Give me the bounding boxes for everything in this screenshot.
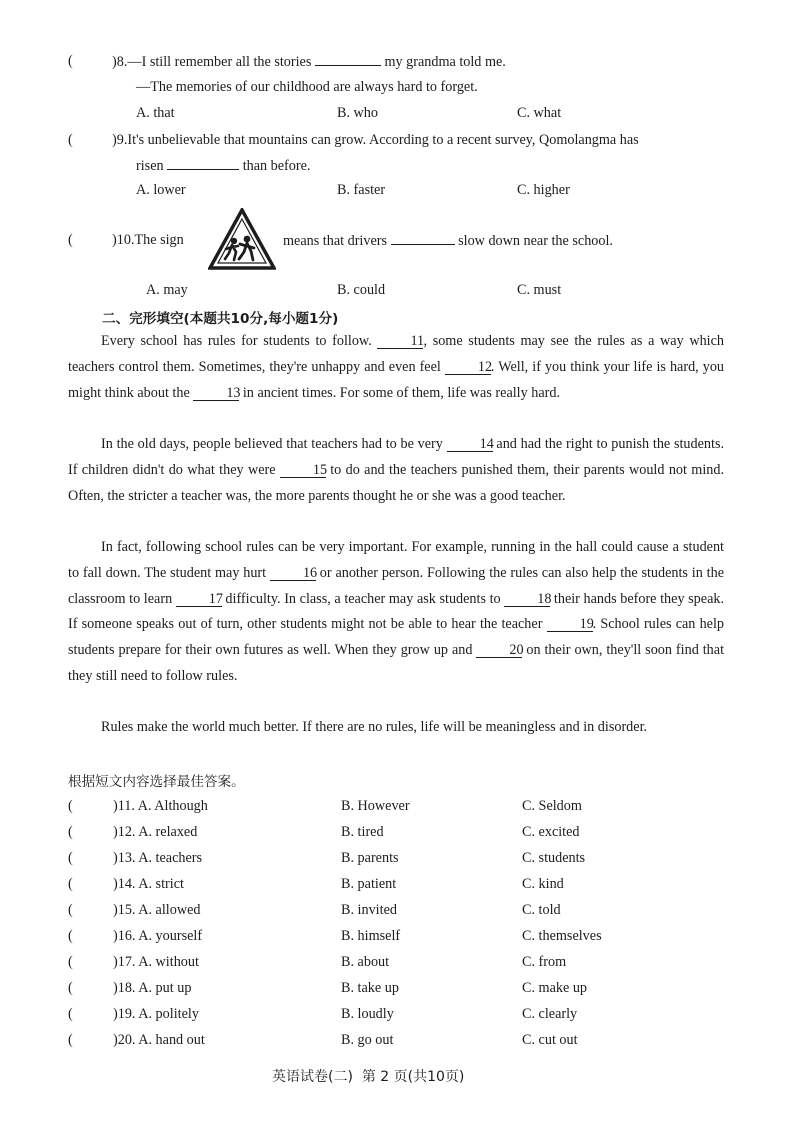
option-c: C. told — [522, 902, 561, 918]
blank-17: 17 — [176, 592, 222, 607]
answer-paren: ( — [68, 798, 73, 814]
passage-text: In the old days, people believed that teachers had to be very — [101, 436, 443, 452]
answer-paren: ( — [68, 876, 73, 892]
answer-paren: ( — [68, 1032, 73, 1048]
option-a: )15. A. allowed — [113, 902, 201, 918]
option-a: )17. A. without — [113, 954, 199, 970]
passage-text: . School rules can help students prepare for their own futures as well. When they grow up and — [68, 616, 725, 659]
answer-paren: ( — [68, 954, 73, 970]
question-9-stem — [112, 132, 639, 149]
question-number: )8. — [112, 54, 128, 70]
option-a: )19. A. politely — [113, 1006, 199, 1022]
answer-paren: ( — [68, 1006, 73, 1022]
answer-paren: ( — [68, 132, 73, 148]
option-c: C. Seldom — [522, 798, 582, 814]
question-text: slow down near the school. — [458, 233, 613, 249]
option-b: B. who — [337, 105, 378, 121]
passage-text: to do and the teachers punished them, their parents would not mind. Often, the stricter a teacher was, the more parents thought he or she was a good teacher. — [68, 461, 725, 504]
question-text: than before. — [242, 158, 311, 174]
blank-11: 11 — [377, 334, 423, 349]
question-text: my grandma told me. — [384, 54, 506, 70]
passage-text: or another person. Following the rules can also help the students in the classroom to learn — [68, 564, 724, 607]
children-crossing-warning-sign-icon — [208, 208, 276, 270]
instruction: 根据短文内容选择最佳答案。 — [68, 774, 245, 790]
option-c: C. from — [522, 954, 567, 970]
passage-paragraph-1 — [68, 329, 724, 406]
answer-paren: ( — [68, 850, 73, 866]
question-text: It's unbelievable that mountains can grow. According to a recent survey, Qomolangma has — [127, 132, 639, 148]
option-b: B. patient — [341, 876, 397, 892]
option-a: )18. A. put up — [113, 980, 192, 996]
passage-text: and had the right to punish the students. If children didn't do what they were — [68, 436, 725, 478]
option-a: )20. A. hand out — [113, 1032, 205, 1048]
option-a: A. lower — [136, 182, 186, 198]
blank-19: 19 — [547, 617, 593, 632]
option-b: B. himself — [341, 928, 401, 944]
question-text: risen — [136, 158, 164, 174]
option-b: B. invited — [341, 902, 397, 918]
option-a: )16. A. yourself — [113, 928, 203, 944]
option-c: C. students — [522, 850, 586, 866]
blank-13: 13 — [193, 386, 239, 401]
question-number: )9. — [112, 132, 128, 148]
passage-text: Every school has rules for students to follow. — [101, 333, 372, 349]
option-a: A. may — [146, 282, 188, 298]
passage-text: , some students may see the rules as a way which teachers control them. Sometimes, they're unhappy and even feel — [68, 333, 725, 375]
answer-paren: ( — [68, 824, 73, 840]
option-b: B. go out — [341, 1032, 394, 1048]
passage-text: In fact, following school rules can be very important. For example, running in the hall could cause a student to fall down. The student may hurt — [68, 539, 724, 581]
blank-15: 15 — [280, 463, 326, 478]
question-9-line2 — [136, 157, 310, 175]
passage-text: their hands before they speak. If someone speaks out of turn, other students might not be able to hear the teacher — [68, 590, 725, 633]
question-text: The sign — [134, 232, 184, 248]
answer-paren: ( — [68, 53, 73, 69]
answer-blank — [315, 53, 381, 66]
option-b: B. faster — [337, 182, 386, 198]
option-b: B. However — [341, 798, 410, 814]
blank-12: 12 — [445, 360, 491, 375]
option-c: C. kind — [522, 876, 564, 892]
option-b: B. about — [341, 954, 390, 970]
option-c: C. clearly — [522, 1006, 578, 1022]
option-c: C. make up — [522, 980, 588, 996]
question-number: )10. — [112, 232, 135, 248]
option-a: )13. A. teachers — [113, 850, 203, 866]
option-c: C. cut out — [522, 1032, 578, 1048]
answer-paren: ( — [68, 928, 73, 944]
page-footer: 英语试卷(二) 第 2 页(共10页) — [272, 1069, 465, 1085]
question-text: —I still remember all the stories — [127, 54, 312, 70]
blank-14: 14 — [447, 437, 493, 452]
option-a: A. that — [136, 105, 175, 121]
option-b: B. parents — [341, 850, 399, 866]
option-a: )11. A. Although — [113, 798, 208, 814]
blank-16: 16 — [270, 566, 316, 581]
passage-text: in ancient times. For some of them, life was really hard. — [242, 384, 561, 401]
answer-paren: ( — [68, 980, 73, 996]
option-b: B. take up — [341, 980, 399, 996]
blank-20: 20 — [476, 643, 522, 658]
option-b: B. could — [337, 282, 386, 298]
passage-text: . Well, if you think your life is hard, you might think about the — [68, 358, 725, 401]
passage-text: difficulty. In class, a teacher may ask students to — [225, 590, 501, 607]
passage-text: on their own, they'll soon find that they still need to follow rules. — [68, 642, 725, 684]
passage-paragraph-4: Rules make the world much better. If there are no rules, life will be meaningless and in disorder. — [101, 719, 648, 735]
question-10-stem-b — [283, 232, 613, 250]
option-c: C. higher — [517, 182, 570, 198]
option-b: B. tired — [341, 824, 384, 840]
option-a: )14. A. strict — [113, 876, 184, 892]
option-b: B. loudly — [341, 1006, 394, 1022]
passage-paragraph-3 — [68, 535, 724, 690]
answer-paren: ( — [68, 902, 73, 918]
answer-blank — [167, 157, 239, 170]
option-c: C. what — [517, 105, 562, 121]
blank-18: 18 — [504, 592, 550, 607]
question-8-stem — [112, 53, 506, 71]
answer-blank — [391, 232, 455, 245]
section-heading: 二、完形填空(本题共10分,每小题1分) — [102, 311, 339, 327]
option-c: C. excited — [522, 824, 580, 840]
question-text: means that drivers — [283, 233, 388, 249]
option-c: C. themselves — [522, 928, 602, 944]
question-10-stem-a — [112, 232, 184, 249]
passage-paragraph-2 — [68, 432, 724, 509]
answer-paren: ( — [68, 232, 73, 248]
option-a: )12. A. relaxed — [113, 824, 198, 840]
question-8-line2: —The memories of our childhood are always hard to forget. — [136, 79, 478, 95]
option-c: C. must — [517, 282, 562, 298]
